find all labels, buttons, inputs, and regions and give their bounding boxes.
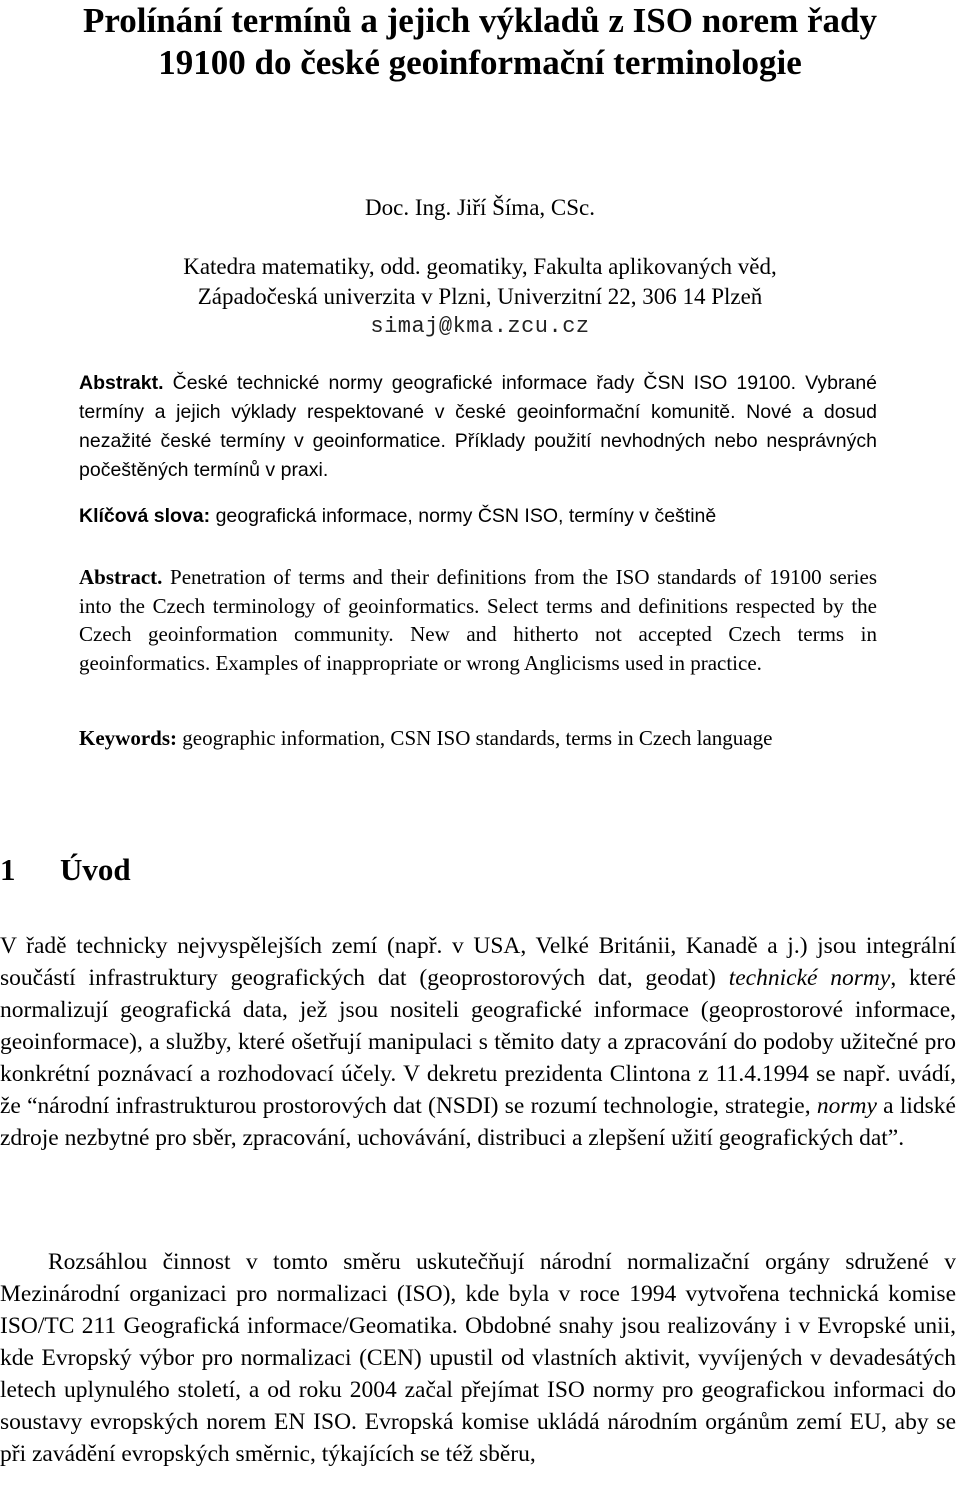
abstract-english-label: Abstract. [79, 565, 163, 589]
paragraph-1-part-2: , které normalizují geografická data, jež jsou nositeli geografické informace (geoprostorové informace, geoinformace), a služby, které ošetřují manipulaci s těmito daty a zpracování do podoby užitečné pro konkrétní poznávací a rozhodovací účely. V dekretu prezidenta Clintona z 11.4.1994 se např. uvádí, že “národní infrastrukturou prostorových dat (NSDI) se rozumí technologie, strategie, [0, 965, 956, 1119]
keywords-czech-label: Klíčová slova: [79, 505, 211, 527]
keywords-english-text: geographic information, CSN ISO standards, terms in Czech language [182, 726, 773, 750]
affiliation-line-1: Katedra matematiky, odd. geomatiky, Fakulta aplikovaných věd, [183, 254, 777, 279]
body-paragraph-2: Rozsáhlou činnost v tomto směru uskutečňují národní normalizační orgány sdružené v Mezinárodní organizaci pro normalizaci (ISO), kde byla v roce 1994 vytvořena technická komise ISO/TC 211 Geografická informace/Geomatika. Obdobné snahy jsou realizovány i v Evropské unii, kde Evropský výbor pro normalizaci (CEN) upustil od vlastních aktivit, vyvíjených v devadesátých letech uplynulého století, a od roku 2004 začal přejímat ISO normy pro geografickou informaci do soustavy evropských norem EN ISO. Evropská komise ukládá národním orgánům zemí EU, aby se při zavádění evropských směrnic, týkajících se též sběru, [0, 1249, 956, 1467]
affiliation [0, 252, 960, 342]
section-title: Úvod [60, 852, 131, 887]
section-number: 1 [0, 852, 16, 887]
author-name: Doc. Ing. Jiří Šíma, CSc. [365, 195, 595, 220]
paragraph-1-part-3: a lidské zdroje nezbytné pro sběr, zpracování, uchovávání, distribuci a zlepšení užití geografických dat”. [0, 1093, 956, 1151]
paragraph-1-italic-2: normy [816, 1093, 877, 1119]
abstract-czech [79, 369, 877, 485]
paragraph-1-part-1: V řadě technicky nejvyspělejších zemí (např. v USA, Velké Británii, Kanadě a j.) jsou integrální součástí infrastruktury geografických dat (geoprostorových dat, geodat) [0, 933, 956, 991]
keywords-czech [79, 502, 877, 531]
abstract-english-text: Penetration of terms and their definitions from the ISO standards of 19100 series into the Czech terminology of geoinformatics. Select terms and definitions respected by the Czech geoinformation community. New and hitherto not accepted Czech terms in geoinformatics. Examples of inappropriate or wrong Anglicisms used in practice. [79, 565, 878, 675]
paper-title [0, 0, 960, 84]
keywords-english [79, 724, 877, 753]
abstract-czech-label: Abstrakt. [79, 372, 164, 394]
abstract-czech-text: České technické normy geografické informace řady ČSN ISO 19100. Vybrané termíny a jejich výklady respektované v české geoinformační komunitě. Nové a dosud nezažité české termíny v geoinformatice. Příklady použití nevhodných nebo nesprávných počeštěných termínů v praxi. [79, 372, 878, 481]
keywords-english-label: Keywords: [79, 726, 177, 750]
paragraph-1-italic-1: technické normy [728, 965, 891, 991]
affiliation-line-2: Západočeská univerzita v Plzni, Univerzitní 22, 306 14 Plzeň [197, 284, 763, 309]
title-line-2: 19100 do české geoinformační terminologie [158, 43, 802, 82]
keywords-czech-text: geografická informace, normy ČSN ISO, termíny v češtině [215, 505, 717, 527]
title-line-1: Prolínání termínů a jejich výkladů z ISO norem řady [82, 1, 877, 40]
body-paragraph-1 [0, 930, 956, 1154]
abstract-english [79, 563, 877, 677]
author-email-link[interactable]: simaj@kma.zcu.cz [370, 314, 590, 339]
section-heading [0, 850, 131, 890]
